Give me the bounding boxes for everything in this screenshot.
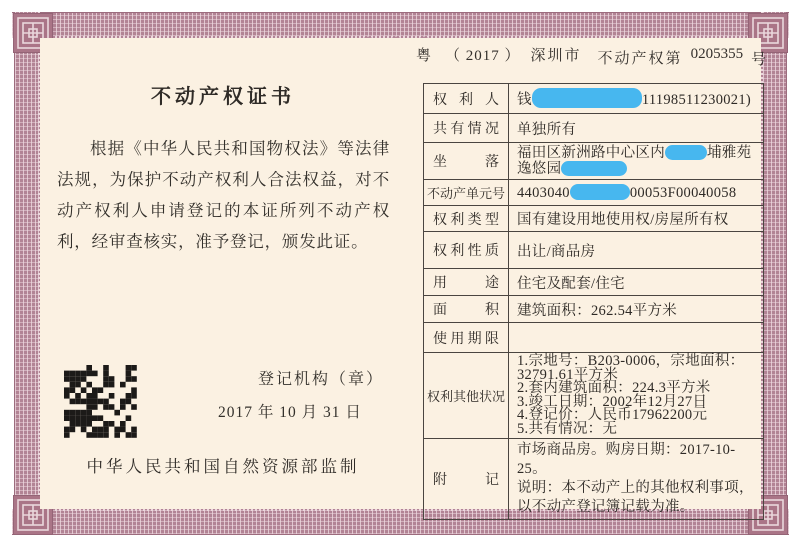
other-status-item: 1.宗地号：B203-0006，宗地面积：32791.61平方米 [517, 353, 745, 383]
certificate-number-label: 不动产权第 [597, 51, 683, 67]
table-row [424, 323, 764, 353]
area-value: 建筑面积：262.54平方米 [509, 296, 764, 323]
table-row [424, 232, 764, 269]
redaction-patch [561, 161, 627, 176]
redaction-patch [532, 88, 642, 108]
table-row [424, 114, 764, 143]
certificate-number-suffix: 号 [751, 52, 767, 68]
unit-number-value [509, 180, 764, 206]
unit-number-suffix: 00053F00040058 [629, 185, 737, 201]
issuer-line: 中华人民共和国自然资源部监制 [86, 457, 360, 476]
row-label: 坐落 [424, 143, 509, 180]
city-name: 深圳市 [530, 48, 582, 64]
redaction-patch [570, 184, 630, 200]
page-title: 不动产权证书 [151, 86, 295, 108]
province-code: 粤 [416, 48, 432, 64]
certificate-table [423, 83, 764, 520]
frame-border-right [761, 12, 787, 535]
table-row [424, 269, 764, 296]
row-label: 权利类型 [424, 206, 509, 232]
table-row [424, 180, 764, 206]
registration-authority-label: 登记机构（章） [257, 371, 384, 388]
legal-statement: 根据《中华人民共和国物权法》等法律法规，为保护不动产权利人合法权益，对不动产权利人申请登记的本证所列不动产权利，经审查核实，准予登记，颁发此证。 [57, 139, 390, 251]
remarks-item: 说明：本不动产上的其他权利事项，以不动产登记簿记载为准。 [517, 480, 754, 515]
right-nature-value: 出让/商品房 [509, 232, 764, 269]
redaction-patch [665, 145, 707, 160]
table-row [424, 143, 764, 180]
owner-prefix: 钱 [517, 92, 532, 108]
row-label: 面积 [424, 296, 509, 323]
row-label: 用途 [424, 269, 509, 296]
row-label: 附记 [424, 439, 509, 520]
owner-value [509, 84, 764, 114]
other-status-item: 2.套内建筑面积：224.3平方米 [517, 380, 711, 396]
certificate-number: 0205355 [690, 46, 744, 62]
row-label: 使用期限 [424, 323, 509, 353]
co-ownership-value: 单独所有 [509, 114, 764, 143]
usage-value: 住宅及配套/住宅 [509, 269, 764, 296]
location-part2: 埔雅苑逸悠园 [517, 145, 752, 177]
right-type-value: 国有建设用地使用权/房屋所有权 [509, 206, 764, 232]
row-label: 共有情况 [424, 114, 509, 143]
row-label: 不动产单元号 [424, 180, 509, 206]
table-row [424, 439, 764, 520]
table-row [424, 353, 764, 439]
other-status-value [509, 353, 764, 439]
issue-date: 2017 年 10 月 31 日 [218, 404, 362, 421]
other-status-item: 3.竣工日期：2002年12月27日 [517, 393, 708, 410]
row-label: 权利人 [424, 84, 509, 114]
unit-number-prefix: 4403040 [517, 185, 570, 201]
row-label: 权利性质 [424, 232, 509, 269]
location-part1: 福田区新洲路中心区内 [517, 145, 665, 161]
qr-code [64, 365, 138, 440]
table-row [424, 84, 764, 114]
frame-border-left [14, 12, 40, 535]
other-status-item: 5.共有情况：无 [517, 420, 618, 437]
table-row [424, 206, 764, 232]
row-label: 权利其他状况 [424, 353, 509, 439]
use-term-value [509, 323, 764, 353]
certificate-year: （ 2017 ） [445, 48, 521, 64]
table-row [424, 296, 764, 323]
certificate-number-line [416, 44, 772, 66]
other-status-item: 4.登记价：人民币17962200元 [517, 407, 708, 423]
owner-id-suffix: 11198511230021) [641, 92, 752, 108]
location-value [509, 143, 764, 180]
remarks-item: 市场商品房。购房日期：2017-10-25。 [517, 442, 736, 477]
remarks-value [509, 439, 764, 520]
